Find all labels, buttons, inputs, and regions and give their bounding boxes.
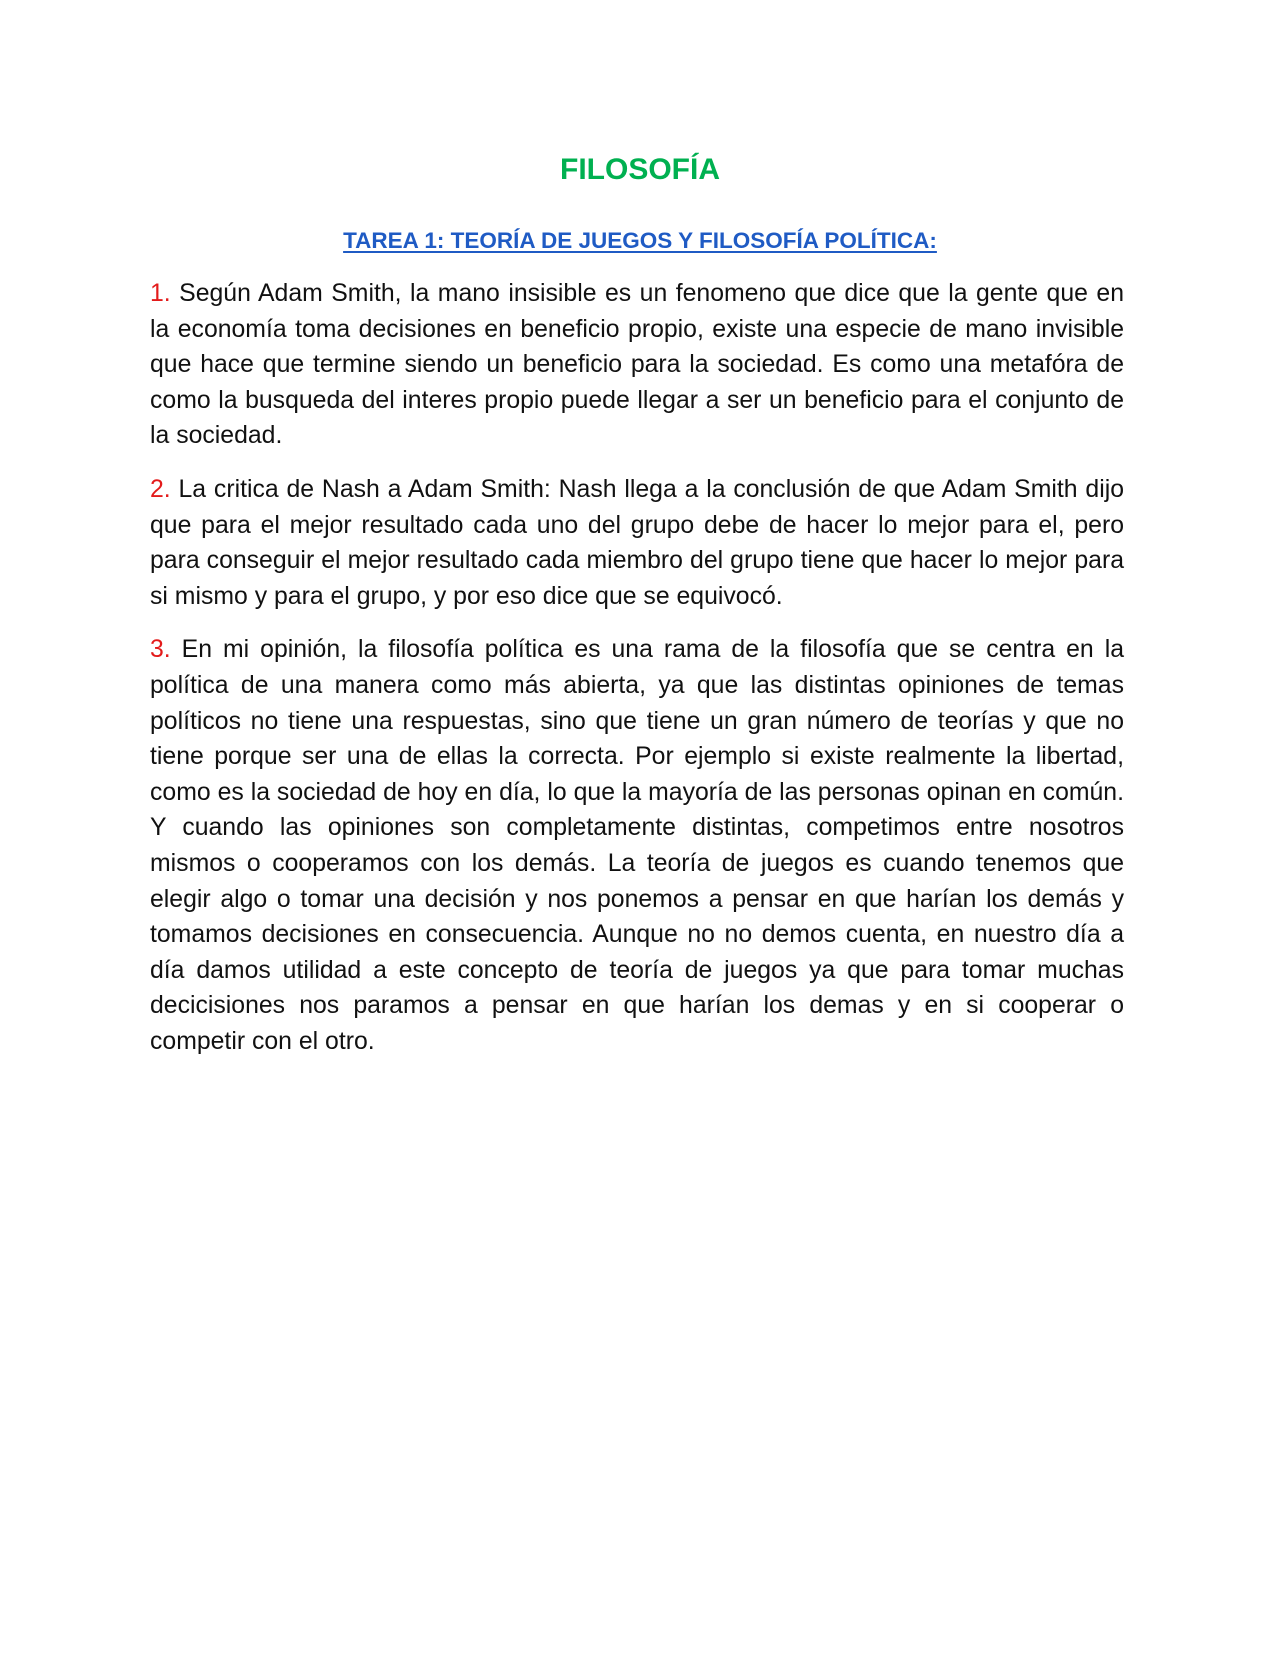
paragraph-3 <box>150 632 1124 1059</box>
document-body <box>150 276 1124 1077</box>
page-subtitle: TAREA 1: TEORÍA DE JUEGOS Y FILOSOFÍA POLÍTICA: <box>343 228 937 253</box>
paragraph-number: 1. <box>150 280 171 307</box>
paragraph-1 <box>150 276 1124 454</box>
paragraph-2 <box>150 472 1124 614</box>
paragraph-number: 2. <box>150 475 171 503</box>
paragraph-text: La critica de Nash a Adam Smith: Nash llega a la conclusión de que Adam Smith dijo que para el mejor resultado cada uno del grupo debe de hacer lo mejor para el, pero para conseguir el mejor resultado cada miembro del grupo tiene que hacer lo mejor para si mismo y para el grupo, y por eso dice que se equivocó. <box>150 475 1124 610</box>
paragraph-text: En mi opinión, la filosofía política es una rama de la filosofía que se centra en la política de una manera como más abierta, ya que las distintas opiniones de temas políticos no tiene una respuestas, sino que tiene un gran número de teorías y que no tiene porque ser una de ellas la correcta. Por ejemplo si existe realmente la libertad, como es la sociedad de hoy en día, lo que la mayoría de las personas opinan en común. Y cuando las opiniones son completamente distintas, competimos entre nosotros mismos o cooperamos con los demás. La teoría de juegos es cuando tenemos que elegir algo o tomar una decisión y nos ponemos a pensar en que harían los demás y tomamos decisiones en consecuencia. Aunque no no demos cuenta, en nuestro día a día damos utilidad a este concepto de teoría de juegos ya que para tomar muchas decicisiones nos paramos a pensar en que harían los demas y en si cooperar o competir con el otro. <box>150 636 1124 1055</box>
paragraph-number: 3. <box>150 636 171 664</box>
page-title: FILOSOFÍA <box>560 153 720 186</box>
paragraph-text: Según Adam Smith, la mano insisible es un fenomeno que dice que la gente que en la economía toma decisiones en beneficio propio, existe una especie de mano invisible que hace que termine siendo un beneficio para la sociedad. Es como una metafóra de como la busqueda del interes propio puede llegar a ser un beneficio para el conjunto de la sociedad. <box>150 280 1124 450</box>
